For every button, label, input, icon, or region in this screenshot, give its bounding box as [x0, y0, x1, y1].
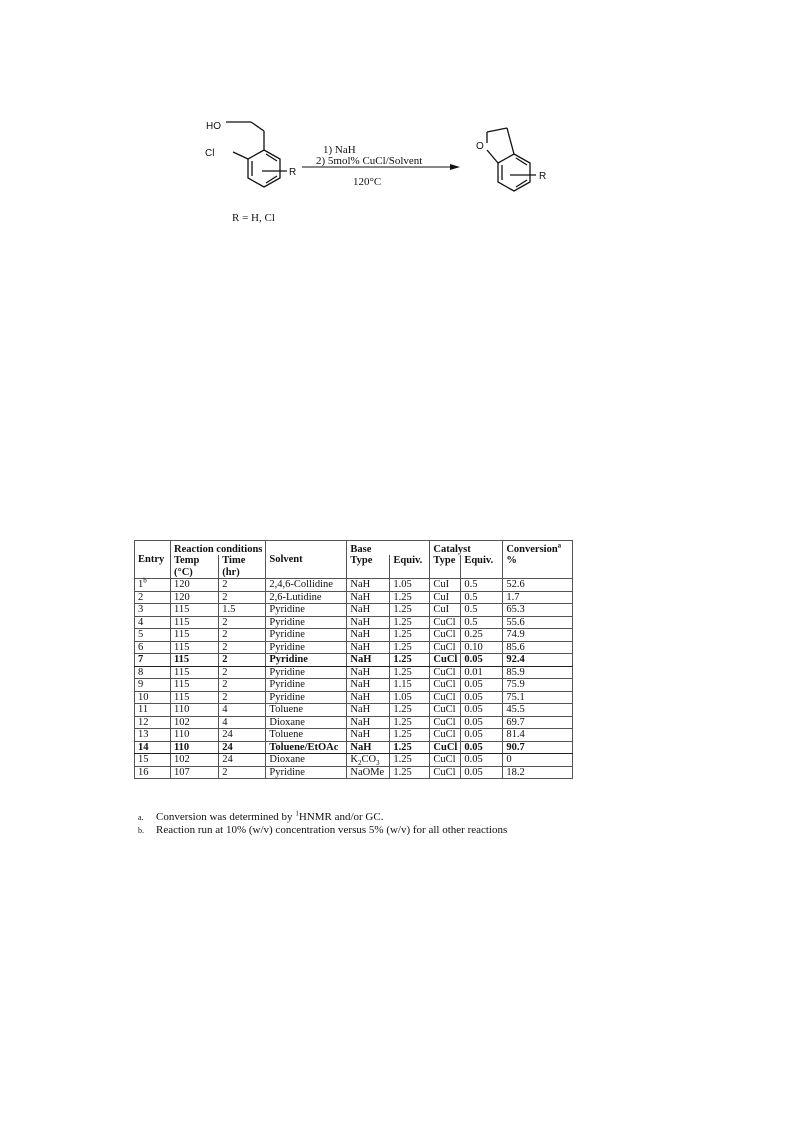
cell-solvent: Pyridine	[266, 666, 347, 679]
cell-conversion: 81.4	[503, 729, 573, 742]
cell-base-type: NaH	[347, 729, 390, 742]
cell-conversion: 90.7	[503, 741, 573, 754]
cell-solvent: Pyridine	[266, 629, 347, 642]
cell-catalyst-type: CuCl	[430, 679, 461, 692]
cell-solvent: Pyridine	[266, 616, 347, 629]
cell-conversion: 85.9	[503, 666, 573, 679]
cell-catalyst-equiv: 0.05	[461, 679, 503, 692]
cell-catalyst-type: CuCl	[430, 729, 461, 742]
reaction-scheme	[0, 0, 793, 260]
cell-catalyst-equiv: 0.05	[461, 704, 503, 717]
cell-temp: 110	[171, 704, 219, 717]
cell-time: 2	[219, 691, 266, 704]
cell-base-type: NaH	[347, 616, 390, 629]
cell-conversion: 85.6	[503, 641, 573, 654]
cell-catalyst-equiv: 0.5	[461, 604, 503, 617]
cell-entry	[135, 629, 171, 642]
footnote-b-text: Reaction run at 10% (w/v) concentration versus 5% (w/v) for all other reactions	[156, 824, 508, 836]
cell-catalyst-type: CuCl	[430, 666, 461, 679]
cell-catalyst-equiv: 0.05	[461, 754, 503, 767]
cell-entry-number: 7	[138, 654, 144, 665]
cell-catalyst-equiv: 0.05	[461, 654, 503, 667]
cell-solvent: Toluene	[266, 729, 347, 742]
condition-step1: 1) NaH	[323, 144, 356, 156]
footnote-b	[138, 824, 507, 837]
cell-solvent: Pyridine	[266, 641, 347, 654]
cell-base-type-formula: $K_2CO_3$	[350, 754, 380, 768]
cell-time: 2	[219, 616, 266, 629]
cell-entry	[135, 616, 171, 629]
cell-base-type: NaH	[347, 716, 390, 729]
header-reaction-conditions: Reaction conditions	[171, 541, 266, 556]
cell-solvent: Pyridine	[266, 691, 347, 704]
cell-conversion: 75.9	[503, 679, 573, 692]
reactant-r-label: R	[289, 167, 297, 178]
cell-base-equiv: 1.25	[390, 629, 430, 642]
results-table-body	[135, 576, 573, 779]
table-row	[135, 629, 573, 642]
cell-temp: 115	[171, 691, 219, 704]
cell-conversion: 75.1	[503, 691, 573, 704]
table-row	[135, 704, 573, 717]
cell-time: 24	[219, 741, 266, 754]
cell-catalyst-type: CuCl	[430, 691, 461, 704]
cell-catalyst-type: CuCl	[430, 641, 461, 654]
cell-time: 4	[219, 716, 266, 729]
header-conversion	[503, 541, 573, 556]
cell-base-equiv: 1.25	[390, 729, 430, 742]
cell-base-type: NaH	[347, 666, 390, 679]
cell-base-type: NaH	[347, 691, 390, 704]
cell-conversion: 74.9	[503, 629, 573, 642]
cell-catalyst-type: CuI	[430, 579, 461, 592]
table-row	[135, 691, 573, 704]
header-temp	[171, 555, 219, 579]
table-row	[135, 616, 573, 629]
cell-time: 2	[219, 766, 266, 779]
cell-entry-number: 8	[138, 666, 144, 678]
chloro-label: Cl	[205, 148, 215, 159]
cell-temp: 115	[171, 604, 219, 617]
cell-catalyst-type: CuCl	[430, 766, 461, 779]
cell-catalyst-type: CuCl	[430, 754, 461, 767]
cell-solvent: Toluene/EtOAc	[266, 741, 347, 754]
cell-conversion: 69.7	[503, 716, 573, 729]
cell-catalyst-equiv: 0.10	[461, 641, 503, 654]
footnote-b-mark: b.	[138, 826, 144, 835]
reactant-structure	[226, 122, 287, 187]
cell-entry	[135, 654, 171, 667]
cell-catalyst-equiv: 0.05	[461, 741, 503, 754]
cell-entry-number: 10	[138, 691, 149, 703]
header-catalyst: Catalyst	[430, 541, 503, 556]
cell-conversion: 18.2	[503, 766, 573, 779]
header-base: Base	[347, 541, 430, 556]
cell-time: 24	[219, 729, 266, 742]
cell-catalyst-type: CuI	[430, 604, 461, 617]
cell-catalyst-type: CuCl	[430, 704, 461, 717]
cell-catalyst-type: CuCl	[430, 629, 461, 642]
cell-base-equiv: 1.25	[390, 754, 430, 767]
cell-entry	[135, 591, 171, 604]
footnote-a-text	[156, 811, 383, 824]
table-row	[135, 754, 573, 767]
cell-base-equiv: 1.25	[390, 666, 430, 679]
cell-entry	[135, 641, 171, 654]
table-row	[135, 591, 573, 604]
cell-time: 2	[219, 579, 266, 592]
cell-catalyst-equiv: 0.05	[461, 729, 503, 742]
cell-entry	[135, 704, 171, 717]
cell-catalyst-type: CuCl	[430, 741, 461, 754]
footnote-a	[138, 811, 507, 824]
condition-temperature: 120°C	[353, 176, 382, 188]
header-entry: Entry	[135, 541, 171, 579]
r-definition: R = H, Cl	[232, 212, 275, 224]
cell-entry	[135, 766, 171, 779]
cell-catalyst-equiv: 0.05	[461, 691, 503, 704]
table-row	[135, 766, 573, 779]
table-row	[135, 729, 573, 742]
footnote-a-superscript: 1	[295, 809, 299, 818]
table-row	[135, 641, 573, 654]
cell-entry-number: 2	[138, 591, 144, 603]
cell-catalyst-equiv: 0.25	[461, 629, 503, 642]
cell-base-type	[347, 754, 390, 767]
table-row	[135, 579, 573, 592]
cell-solvent: Pyridine	[266, 654, 347, 667]
cell-catalyst-equiv: 0.05	[461, 716, 503, 729]
cell-base-type: NaH	[347, 579, 390, 592]
cell-time: 2	[219, 666, 266, 679]
cell-base-equiv: 1.25	[390, 704, 430, 717]
cell-time: 2	[219, 654, 266, 667]
cell-entry-number: 6	[138, 641, 144, 653]
cell-catalyst-type: CuI	[430, 591, 461, 604]
cell-temp: 120	[171, 591, 219, 604]
cell-temp: 115	[171, 666, 219, 679]
cell-conversion: 65.3	[503, 604, 573, 617]
cell-base-equiv: 1.15	[390, 679, 430, 692]
cell-base-type: NaH	[347, 654, 390, 667]
header-time-text: Time	[222, 555, 246, 566]
header-time-unit: (hr)	[222, 566, 240, 578]
results-table-container	[134, 540, 573, 779]
cell-base-equiv: 1.25	[390, 654, 430, 667]
cell-entry-number: 9	[138, 679, 144, 690]
cell-entry-number: 13	[138, 729, 149, 740]
cell-conversion: 52.6	[503, 579, 573, 592]
header-solvent: Solvent	[266, 541, 347, 579]
cell-entry-number: 15	[138, 754, 149, 765]
cell-time: 2	[219, 679, 266, 692]
header-time	[219, 555, 266, 579]
cell-conversion: 45.5	[503, 704, 573, 717]
cell-base-type: NaH	[347, 704, 390, 717]
cell-solvent: Pyridine	[266, 679, 347, 692]
cell-catalyst-equiv: 0.5	[461, 591, 503, 604]
cell-entry	[135, 729, 171, 742]
cell-catalyst-equiv: 0.5	[461, 579, 503, 592]
condition-step2: 2) 5mol% CuCl/Solvent	[316, 155, 423, 167]
cell-time: 4	[219, 704, 266, 717]
results-table	[134, 540, 573, 779]
table-row	[135, 604, 573, 617]
cell-base-equiv: 1.05	[390, 579, 430, 592]
cell-solvent: Dioxane	[266, 754, 347, 767]
cell-conversion: 1.7	[503, 591, 573, 604]
cell-temp: 115	[171, 654, 219, 667]
cell-base-equiv: 1.25	[390, 641, 430, 654]
cell-temp: 115	[171, 616, 219, 629]
cell-base-equiv: 1.25	[390, 741, 430, 754]
cell-entry	[135, 604, 171, 617]
cell-base-equiv: 1.25	[390, 766, 430, 779]
cell-catalyst-equiv: 0.05	[461, 766, 503, 779]
cell-entry	[135, 576, 171, 592]
cell-entry-number: 12	[138, 716, 149, 728]
cell-temp: 115	[171, 679, 219, 692]
cell-entry-number: 3	[138, 604, 144, 615]
cell-entry	[135, 666, 171, 679]
cell-time: 2	[219, 591, 266, 604]
footnote-a-mark: a.	[138, 813, 144, 822]
header-conversion-unit: %	[503, 555, 573, 579]
cell-base-type: NaH	[347, 741, 390, 754]
cell-base-equiv: 1.05	[390, 691, 430, 704]
header-catalyst-type: Type	[430, 555, 461, 579]
cell-temp: 102	[171, 716, 219, 729]
cell-time: 1.5	[219, 604, 266, 617]
cell-catalyst-type: CuCl	[430, 716, 461, 729]
table-row	[135, 654, 573, 667]
cell-base-type: NaH	[347, 591, 390, 604]
table-row	[135, 716, 573, 729]
product-structure	[487, 128, 536, 191]
cell-base-equiv: 1.25	[390, 591, 430, 604]
footnote-a-text-before: Conversion was determined by	[156, 811, 296, 823]
table-row	[135, 666, 573, 679]
cell-catalyst-type: CuCl	[430, 654, 461, 667]
header-base-type: Type	[347, 555, 390, 579]
cell-temp: 120	[171, 579, 219, 592]
cell-solvent: 2,6-Lutidine	[266, 591, 347, 604]
cell-conversion: 55.6	[503, 616, 573, 629]
header-temp-text: Temp	[174, 555, 200, 566]
cell-entry-number: 4	[138, 616, 144, 628]
cell-catalyst-type: CuCl	[430, 616, 461, 629]
cell-entry	[135, 754, 171, 767]
cell-entry-number: 16	[138, 766, 149, 778]
cell-base-type: NaH	[347, 641, 390, 654]
cell-conversion: 0	[503, 754, 573, 767]
cell-catalyst-equiv: 0.01	[461, 666, 503, 679]
cell-base-equiv: 1.25	[390, 716, 430, 729]
cell-catalyst-equiv: 0.5	[461, 616, 503, 629]
cell-solvent: Dioxane	[266, 716, 347, 729]
product-r-label: R	[539, 171, 547, 182]
header-catalyst-equiv: Equiv.	[461, 555, 503, 579]
header-conversion-footnote-mark: a	[557, 541, 562, 549]
product-oxygen-label: O	[476, 141, 484, 152]
cell-solvent: Pyridine	[266, 766, 347, 779]
cell-conversion: 92.4	[503, 654, 573, 667]
cell-temp: 115	[171, 641, 219, 654]
cell-base-type: NaH	[347, 679, 390, 692]
table-footnotes	[138, 811, 507, 837]
cell-entry	[135, 691, 171, 704]
cell-entry-footnote-mark: b	[143, 576, 147, 585]
cell-base-type: NaOMe	[347, 766, 390, 779]
header-base-equiv: Equiv.	[390, 555, 430, 579]
cell-entry-number: 14	[138, 741, 149, 753]
cell-base-equiv: 1.25	[390, 616, 430, 629]
cell-entry-number: 5	[138, 629, 144, 640]
cell-time: 24	[219, 754, 266, 767]
hydroxyl-label: HO	[206, 121, 221, 132]
cell-base-type: NaH	[347, 629, 390, 642]
cell-time: 2	[219, 629, 266, 642]
cell-base-type: NaH	[347, 604, 390, 617]
header-temp-unit: (°C)	[174, 566, 193, 578]
footnote-a-text-after: HNMR and/or GC.	[298, 811, 384, 823]
cell-temp: 110	[171, 729, 219, 742]
cell-entry-number: 11	[138, 704, 149, 715]
header-conversion-text: Conversion	[506, 543, 558, 555]
cell-time: 2	[219, 641, 266, 654]
cell-solvent: 2,4,6-Collidine	[266, 579, 347, 592]
table-row	[135, 679, 573, 692]
cell-entry	[135, 741, 171, 754]
cell-solvent: Pyridine	[266, 604, 347, 617]
cell-temp: 110	[171, 741, 219, 754]
cell-temp: 115	[171, 629, 219, 642]
cell-entry	[135, 679, 171, 692]
cell-solvent: Toluene	[266, 704, 347, 717]
cell-temp: 107	[171, 766, 219, 779]
cell-base-equiv: 1.25	[390, 604, 430, 617]
table-row	[135, 741, 573, 754]
cell-entry-number: 1	[138, 579, 144, 590]
cell-temp: 102	[171, 754, 219, 767]
cell-entry	[135, 716, 171, 729]
